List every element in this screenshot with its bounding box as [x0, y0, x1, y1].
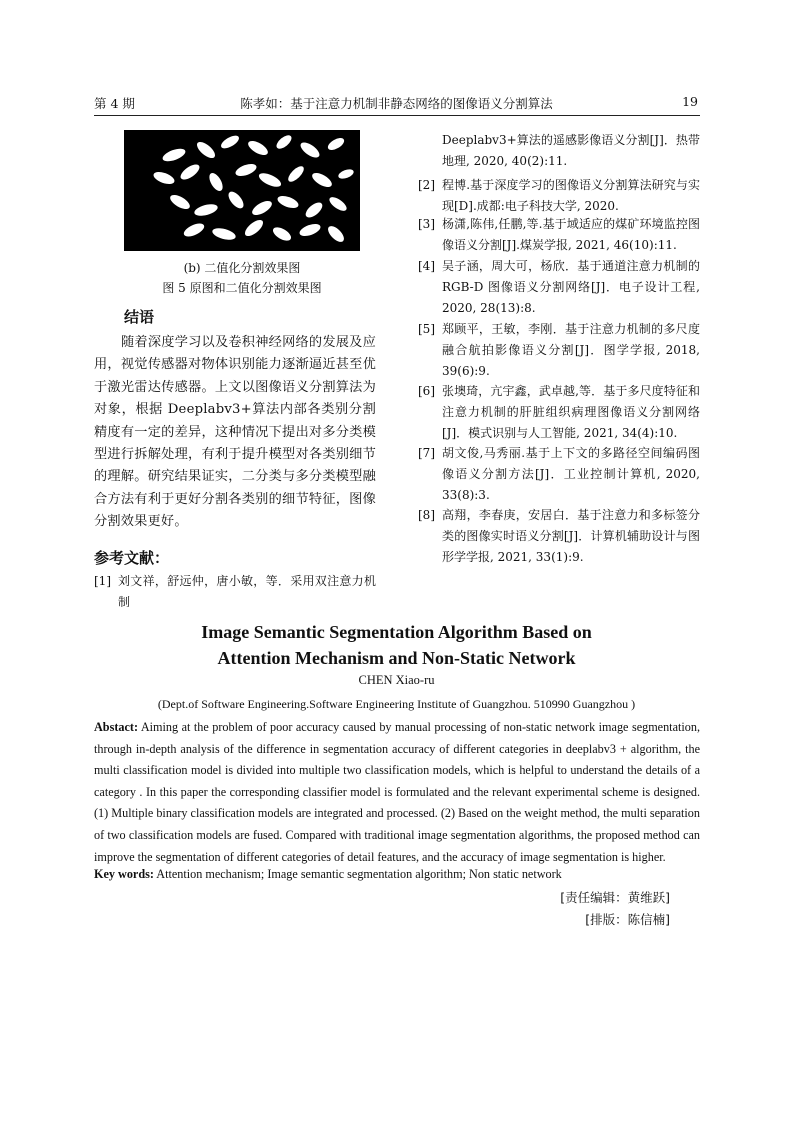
- reference-text: 胡文俊,马秀丽.基于上下文的多路径空间编码图像语义分割方法[J]．工业控制计算机, 2020, 33(8):3.: [442, 446, 700, 503]
- reference-item: [418, 443, 700, 507]
- reference-number: [1]: [94, 574, 111, 588]
- responsible-editor: [责任编辑：黄维跃]: [560, 890, 670, 905]
- abstract-text: Aiming at the problem of poor accuracy caused by manual processing of non-static network image segmentation, through in-depth analysis of the difference in segmentation accuracy of different categories in deeplabv3 + algorithm, the multi classification model is divided into multiple two classification models, which is helpful to understand the details of a category . In this paper the corresponding classifier model is formulated and the relevant experimental scheme is designed. (1) Multiple binary classification models are integrated and processed. (2) Based on the weight method, the multi separation of two classification models are fused. Compared with traditional image segmentation algorithms, the proposed method can improve the segmentation of different categories of detail features, and the accuracy of image segmentation is higher.: [94, 720, 700, 864]
- english-title-line-1: Image Semantic Segmentation Algorithm Based on: [201, 622, 592, 642]
- figure-subcaption: (b) 二值化分割效果图: [183, 261, 301, 275]
- keywords-text: Attention mechanism; Image semantic segmentation algorithm; Non static network: [156, 867, 562, 881]
- keywords-label: Key words:: [94, 867, 154, 881]
- reference-text: 郑顾平，王敏，李刚．基于注意力机制的多尺度融合航拍影像语义分割[J]．图学学报, 2018, 39(6):9.: [442, 322, 700, 379]
- reference-item: [418, 175, 700, 219]
- reference-item: [418, 256, 700, 320]
- reference-item: [418, 214, 700, 258]
- english-keywords: [94, 864, 700, 886]
- author-name: CHEN Xiao-ru: [358, 673, 435, 687]
- layout-editor: [排版：陈信楠]: [585, 912, 670, 927]
- reference-number: [8]: [418, 508, 435, 522]
- reference-number: [5]: [418, 322, 435, 336]
- segmentation-blobs: [124, 130, 360, 251]
- conclusion-paragraph: 随着深度学习以及卷积神经网络的发展及应用，视觉传感器对物体识别能力逐渐逼近甚至优于激光雷达传感器。上文以图像语义分割算法为对象，根据 Deeplabv3+算法内部各类别分割精度有一定的差异，这种情况下提出对多分类模型进行拆解处理，有利于提升模型对各类别细节的理解。研究结果证实，二分类与多分类模型融合方法有利于更好分割各类别的细节特征，图像分割效果更好。: [94, 335, 376, 530]
- english-abstract: [94, 717, 700, 868]
- issue-number: 第 4 期: [94, 96, 135, 111]
- reference-item: [418, 319, 700, 383]
- affiliation: (Dept.of Software Engineering.Software Engineering Institute of Guangzhou. 510990 Guangzhou ): [157, 697, 636, 711]
- reference-item: [94, 571, 376, 610]
- english-title-line-2: Attention Mechanism and Non-Static Network: [217, 648, 576, 668]
- reference-text: 吴子涵，周大可，杨欣．基于通道注意力机制的RGB-D 图像语义分割网络[J]．电子设计工程, 2020, 28(13):8.: [442, 259, 700, 316]
- binary-segmentation-image: [124, 130, 360, 251]
- page-number: 19: [682, 94, 698, 109]
- references-heading: 参考文献：: [94, 549, 170, 567]
- reference-number: [2]: [418, 178, 435, 192]
- reference-item: [418, 505, 700, 569]
- reference-number: [7]: [418, 446, 435, 460]
- abstract-label: Abstact:: [94, 720, 139, 734]
- reference-number: [3]: [418, 217, 435, 231]
- reference-text: 程博.基于深度学习的图像语义分割算法研究与实现[D].成都:电子科技大学, 2020.: [442, 178, 700, 214]
- reference-text: 张墺琦，亢宇鑫，武卓越,等．基于多尺度特征和注意力机制的肝脏组织病理图像语义分割网络[J]．模式识别与人工智能, 2021, 34(4):10.: [442, 384, 700, 441]
- figure-caption: 图 5 原图和二值化分割效果图: [162, 281, 322, 295]
- reference-item: [418, 130, 700, 174]
- reference-text: 杨潇,陈伟,任鹏,等.基于域适应的煤矿环境监控图像语义分割[J].煤炭学报, 2021, 46(10):11.: [442, 217, 700, 253]
- reference-item: [418, 381, 700, 445]
- reference-number: [4]: [418, 259, 435, 273]
- reference-text: 高翔，李春庚，安居白．基于注意力和多标签分类的图像实时语义分割[J]．计算机辅助设计与图形学学报, 2021, 33(1):9.: [442, 508, 700, 565]
- header-rule: [94, 115, 700, 116]
- conclusion-heading: 结语: [124, 308, 155, 326]
- reference-number: [6]: [418, 384, 435, 398]
- reference-text: 刘文祥，舒远仲，唐小敏，等．采用双注意力机制: [118, 574, 376, 610]
- reference-text: Deeplabv3+算法的遥感影像语义分割[J]．热带地理, 2020, 40(2):11.: [442, 133, 700, 169]
- running-title: 陈孝如：基于注意力机制非静态网络的图像语义分割算法: [240, 96, 553, 111]
